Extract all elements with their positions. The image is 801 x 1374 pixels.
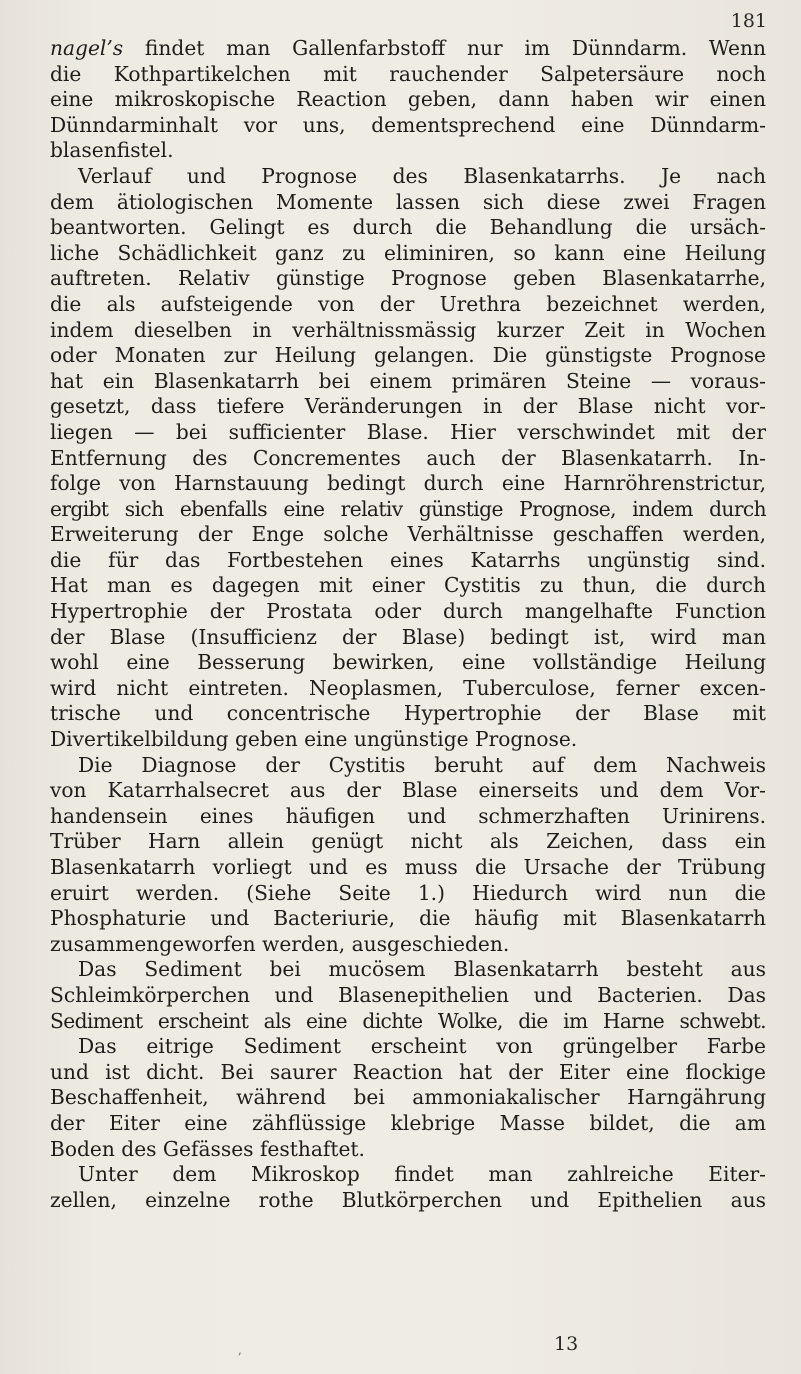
text-line: zusammengeworfen werden, ausgeschieden. (50, 931, 510, 956)
text-line: zellen, einzelne rothe Blutkörperchen und Epithelien aus (50, 1187, 766, 1212)
text-line: die als aufsteigende von der Urethra bezeichnet werden, (50, 291, 766, 316)
text-line: nagel’s findet man Gallenfarbstoff nur im Dünndarm. Wenn (50, 36, 766, 60)
text-line: eine mikroskopische Reaction geben, dann haben wir einen (50, 87, 766, 112)
text-line: hat ein Blasenkatarrh bei einem primären Steine — voraus- (50, 368, 766, 393)
text-line: wird nicht eintreten. Neoplasmen, Tuberculose, ferner excen- (50, 675, 766, 700)
text-line: Sediment erscheint als eine dichte Wolke, die im Harne schwebt. (50, 1008, 766, 1033)
text-line: dem ätiologischen Momente lassen sich diese zwei Fragen (50, 189, 766, 214)
text-line: Dünndarminhalt vor uns, dementsprechend eine Dünndarm- (50, 112, 766, 137)
text-line: die Kothpartikelchen mit rauchender Salpetersäure noch (50, 61, 766, 86)
text-line: der Blase (Insufficienz der Blase) bedingt ist, wird man (50, 624, 766, 649)
text-line: Die Diagnose der Cystitis beruht auf dem Nachweis (78, 752, 766, 777)
text-line: liegen — bei sufficienter Blase. Hier verschwindet mit der (50, 419, 766, 444)
text-line: von Katarrhalsecret aus der Blase einerseits und dem Vor- (50, 778, 766, 803)
text-line: Boden des Gefässes festhaftet. (50, 1136, 365, 1161)
signature-line (0, 1333, 801, 1363)
text-line: eruirt werden. (Siehe Seite 1.) Hiedurch wird nun die (50, 880, 766, 905)
signature-mark: , (238, 1343, 242, 1357)
text-line: ergibt sich ebenfalls eine relativ günstige Prognose, indem durch (50, 496, 766, 521)
section-heading-line: Verlauf und Prognose des Blasenkatarrhs. Je nach (78, 163, 766, 188)
page-number: 181 (730, 10, 767, 32)
text-line: der Eiter eine zähflüssige klebrige Masse bildet, die am (50, 1110, 766, 1135)
text-line: auftreten. Relativ günstige Prognose geben Blasenkatarrhe, (50, 266, 766, 291)
signature-number: 13 (554, 1333, 579, 1355)
text-line: Hypertrophie der Prostata oder durch mangelhafte Function (50, 599, 766, 624)
text-line: liche Schädlichkeit ganz zu eliminiren, so kann eine Heilung (50, 240, 766, 265)
text-line: Schleimkörperchen und Blasenepithelien und Bacterien. Das (50, 982, 766, 1007)
text-line: wohl eine Besserung bewirken, eine vollständige Heilung (50, 650, 766, 675)
text-line: oder Monaten zur Heilung gelangen. Die günstigste Prognose (50, 343, 766, 368)
text-line: Divertikelbildung geben eine ungünstige Prognose. (50, 727, 578, 752)
body-text (50, 36, 766, 1213)
text-line: trische und concentrische Hypertrophie der Blase mit (50, 701, 766, 726)
text-line: Unter dem Mikroskop findet man zahlreiche Eiter- (78, 1162, 766, 1187)
text-line: Blasenkatarrh vorliegt und es muss die Ursache der Trübung (50, 855, 766, 879)
text-line: Entfernung des Concrementes auch der Blasenkatarrh. In- (50, 445, 766, 470)
text-line: indem dieselben in verhältnissmässig kurzer Zeit in Wochen (50, 317, 766, 342)
text-line: Erweiterung der Enge solche Verhältnisse geschaffen werden, (50, 522, 766, 547)
text-line: Trüber Harn allein genügt nicht als Zeichen, dass ein (50, 829, 766, 854)
text-line: Das Sediment bei mucösem Blasenkatarrh besteht aus (78, 957, 766, 982)
text-line: blasenfistel. (50, 138, 174, 163)
text-line: und ist dicht. Bei saurer Reaction hat der Eiter eine flockige (50, 1059, 766, 1084)
text-line: beantworten. Gelingt es durch die Behandlung die ursäch- (50, 215, 766, 240)
text-line: handensein eines häufigen und schmerzhaften Urinirens. (50, 803, 766, 828)
text-line: Beschaffenheit, während bei ammoniakalischer Harngährung (50, 1085, 766, 1110)
text-line: Phosphaturie und Bacteriurie, die häufig mit Blasenkatarrh (50, 906, 766, 931)
text-line: gesetzt, dass tiefere Veränderungen in der Blase nicht vor- (50, 394, 766, 419)
text-line: die für das Fortbestehen eines Katarrhs ungünstig sind. (50, 547, 766, 572)
text-line: folge von Harnstauung bedingt durch eine Harnröhrenstrictur, (50, 471, 766, 496)
text-line: Das eitrige Sediment erscheint von grüngelber Farbe (78, 1034, 766, 1059)
text-line: Hat man es dagegen mit einer Cystitis zu thun, die durch (50, 573, 766, 598)
